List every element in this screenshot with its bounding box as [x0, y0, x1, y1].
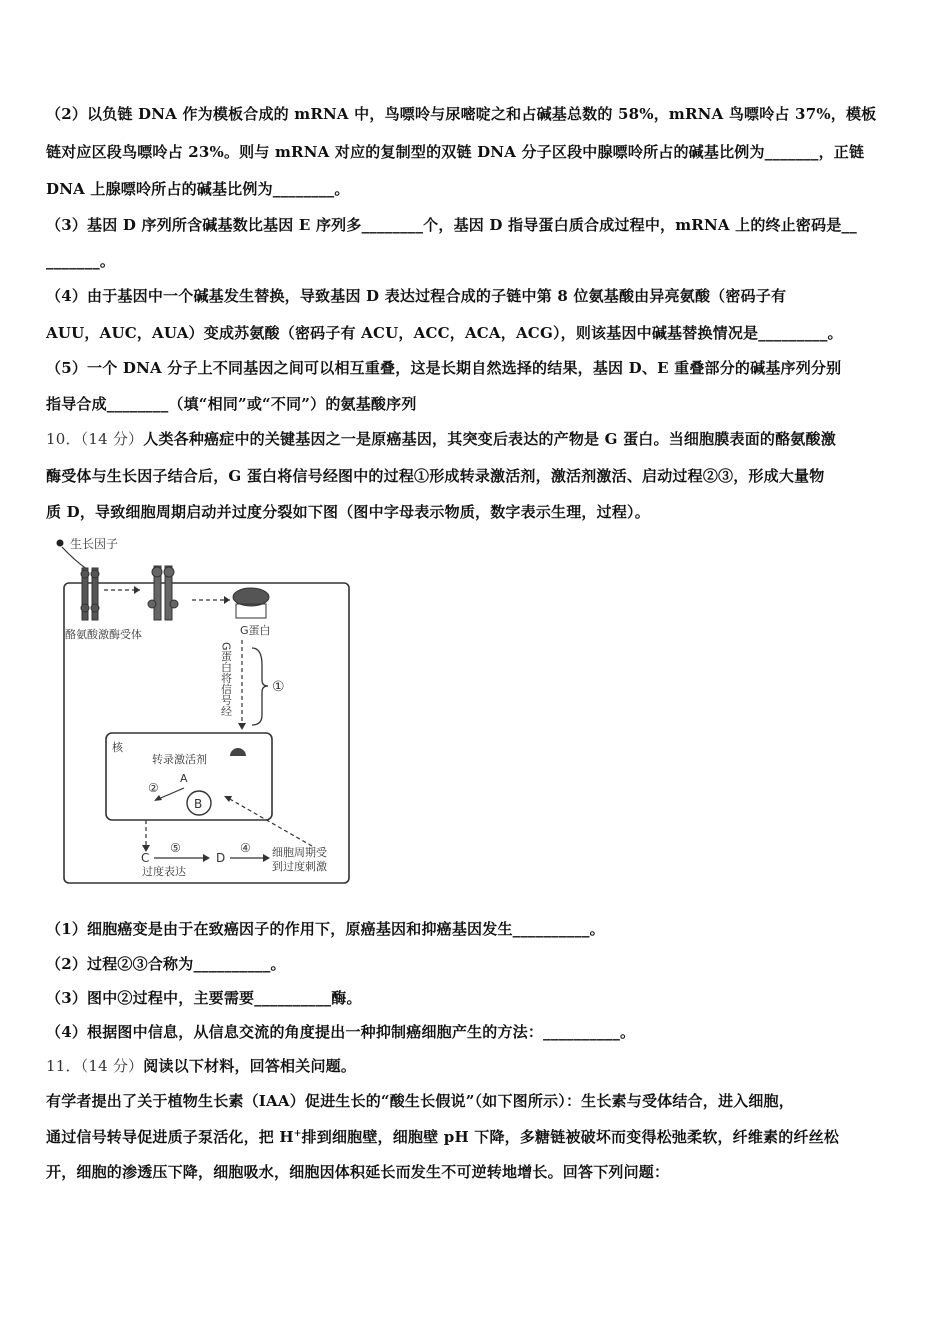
receptor-label: 酪氨酸激酶受体: [65, 628, 142, 641]
q9-part4-line1: （4）由于基因中一个碱基发生替换，导致基因 D 表达过程合成的子链中第 8 位氨基酸由异亮氨酸（密码子有: [46, 287, 787, 305]
q10-intro-line2: 酶受体与生长因子结合后，G 蛋白将信号经图中的过程①形成转录激活剂，激活剂激活、启动过程②③，形成大量物: [46, 467, 825, 485]
q10-subq3: （3）图中②过程中，主要需要__________酶。: [46, 989, 362, 1007]
label-b: B: [194, 797, 203, 811]
q10-subq2: （2）过程②③合称为__________。: [46, 955, 286, 973]
q10-subq1: （1）细胞癌变是由于在致癌因子的作用下，原癌基因和抑癌基因发生__________。: [46, 920, 605, 938]
q9-part2-line3: DNA 上腺嘌呤所占的碱基比例为________。: [46, 180, 350, 198]
q11-body-line2-a: 通过信号转导促进质子泵活化，把 H: [46, 1128, 294, 1146]
activator-icon: [230, 748, 246, 756]
q9-part4-line2: AUU，AUC，AUA）变成苏氨酸（密码子有 ACU，ACC，ACA，ACG），则该基因中碱基替换情况是_________。: [46, 324, 843, 342]
signal-path-label: G蛋白将信号经: [219, 642, 233, 717]
step5-arrowhead: [203, 854, 210, 862]
q9-part5-line1: （5）一个 DNA 分子上不同基因之间可以相互重叠，这是长期自然选择的结果，基因 D、E 重叠部分的碱基序列分别: [46, 359, 842, 377]
q11-hplus-sup: +: [293, 1129, 302, 1139]
q9-part2-line1: （2）以负链 DNA 作为模板合成的 mRNA 中，鸟嘌呤与尿嘧啶之和占碱基总数的 58%，mRNA 鸟嘌呤占 37%，模板: [46, 105, 877, 123]
q11-body-line3: 开，细胞的渗透压下降，细胞吸水，细胞因体积延长而发生不可逆转地增长。回答下列问题：: [46, 1163, 670, 1181]
nucleus-outline: [106, 733, 272, 820]
cycle-label-line2: 到过度刺激: [272, 860, 327, 873]
growth-factor-label: 生长因子: [70, 537, 119, 551]
cycle-label-line1: 细胞周期受: [272, 846, 327, 859]
label-c: C: [141, 851, 150, 865]
nucleus-label: 核: [112, 741, 123, 754]
q11-body-line2: [46, 1126, 906, 1147]
cell-signaling-diagram: [44, 530, 376, 892]
q9-part3-line1: （3）基因 D 序列所含碱基数比基因 E 序列多________个，基因 D 指导蛋白质合成过程中，mRNA 上的终止密码是__: [46, 216, 857, 234]
g-protein-label: G蛋白: [240, 624, 271, 637]
active-receptor-shape: [148, 566, 178, 620]
q10-intro-line1: [46, 428, 906, 449]
receptor-shape: [81, 568, 99, 620]
overexpression-label: 过度表达: [142, 865, 186, 878]
q11-number: 11．（14 分）: [46, 1057, 144, 1075]
q10-intro-line3: 质 D，导致细胞周期启动并过度分裂如下图（图中字母表示物质，数字表示生理，过程）。: [46, 503, 650, 521]
q11-body-line2-b: 排到细胞壁，细胞壁 pH 下降，多糖链被破坏而变得松弛柔软，纤维素的纤丝松: [301, 1128, 840, 1146]
g-protein-arrowhead: [224, 596, 230, 604]
label-a: A: [180, 772, 188, 785]
feedback-arrow: [228, 798, 312, 846]
q10-subq4: （4）根据图中信息，从信息交流的角度提出一种抑制癌细胞产生的方法：__________。: [46, 1023, 636, 1041]
q9-part3-line2: _______。: [46, 252, 116, 270]
step4-arrowhead: [263, 854, 270, 862]
q10-number: 10．（14 分）: [46, 430, 144, 448]
step1-label: ①: [272, 679, 285, 695]
q11-intro-line: [46, 1055, 906, 1076]
label-d: D: [216, 851, 226, 865]
step2-label: ②: [148, 781, 159, 795]
q9-part2-line2: 链对应区段鸟嘌呤占 23%。则与 mRNA 对应的复制型的双链 DNA 分子区段中腺嘌呤所占的碱基比例为_______，正链: [46, 143, 865, 161]
step4-label: ④: [240, 841, 251, 855]
g-protein-shape: [233, 588, 269, 618]
q9-part5-line2: 指导合成________（填“相同”或“不同”）的氨基酸序列: [46, 395, 417, 413]
q10-intro-text: 人类各种癌症中的关键基因之一是原癌基因，其突变后表达的产物是 G 蛋白。当细胞膜表面的酪氨酸激: [143, 430, 836, 448]
step1-brace: [252, 648, 268, 725]
activator-label: 转录激活剂: [152, 753, 207, 766]
q11-body-line1: 有学者提出了关于植物生长素（IAA）促进生长的“酸生长假说”（如下图所示）：生长素与受体结合，进入细胞，: [46, 1092, 794, 1110]
q11-intro-text: 阅读以下材料，回答相关问题。: [143, 1057, 357, 1075]
receptor-activation-arrowhead: [134, 586, 140, 594]
growth-factor-dot: [57, 540, 64, 547]
signal-down-arrowhead: [238, 723, 246, 730]
step5-label: ⑤: [170, 841, 181, 855]
